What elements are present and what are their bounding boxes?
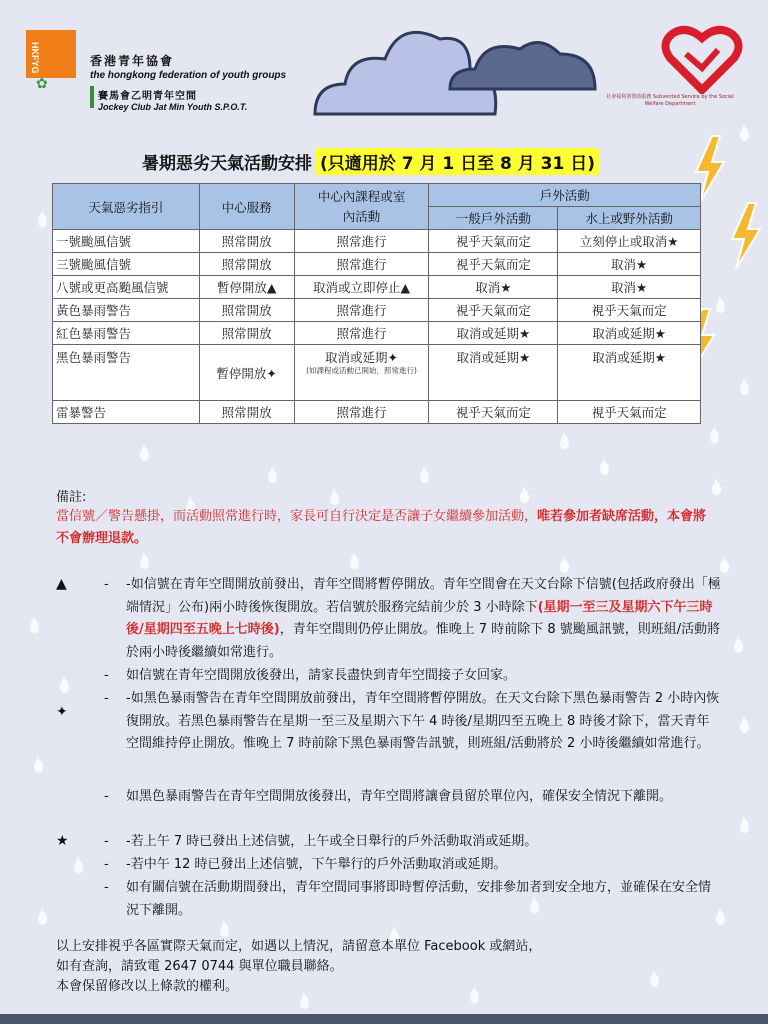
cell-general: 視乎天氣而定 bbox=[429, 401, 558, 424]
cell-centre: 暫停開放▲ bbox=[199, 276, 294, 299]
table-row bbox=[53, 322, 701, 345]
cell-indoor bbox=[294, 345, 429, 401]
cell-indoor: 照常進行 bbox=[294, 230, 429, 253]
title-date-range: (只適用於 7 月 1 日至 8 月 31 日) bbox=[316, 148, 599, 175]
notes-red-bold: 唯若參加者缺席活動，本會將不會辦理退款。 bbox=[56, 509, 707, 546]
cell-signal: 黑色暴雨警告 bbox=[53, 345, 200, 401]
footer-line-1: 以上安排視乎各區實際天氣而定，如遇以上情況，請留意本單位 Facebook 或網站， bbox=[56, 939, 542, 954]
cell-general: 取消★ bbox=[429, 276, 558, 299]
header-signal: 天氣惡劣指引 bbox=[53, 184, 200, 230]
note-star-2: -若中午 12 時已發出上述信號，下午舉行的戶外活動取消或延期。 bbox=[126, 857, 507, 872]
raindrop bbox=[710, 430, 719, 443]
raindrop bbox=[740, 382, 749, 395]
header-outdoor: 戶外活動 bbox=[429, 184, 701, 207]
raindrop bbox=[300, 996, 309, 1009]
bullet-dash: - bbox=[104, 834, 109, 849]
cell-water: 視乎天氣而定 bbox=[558, 299, 701, 322]
bottom-bar bbox=[0, 1014, 768, 1024]
cell-signal: 黃色暴雨警告 bbox=[53, 299, 200, 322]
header-indoor bbox=[294, 184, 429, 230]
lightning-icon bbox=[726, 200, 766, 272]
raindrop bbox=[220, 924, 229, 937]
note-cross-2: 如黑色暴雨警告在青年空間開放後發出，青年空間將讓會員留於單位內，確保安全情況下離開。 bbox=[126, 789, 673, 804]
cell-general: 取消或延期★ bbox=[429, 345, 558, 401]
bullet-dash: - bbox=[104, 789, 109, 804]
cell-indoor-text: 取消或延期✦ bbox=[325, 350, 398, 365]
clouds-icon bbox=[310, 14, 610, 124]
cell-signal: 雷暴警告 bbox=[53, 401, 200, 424]
cell-indoor: 照常進行 bbox=[294, 253, 429, 276]
cell-indoor: 取消或立即停止▲ bbox=[294, 276, 429, 299]
bullet-dash: - bbox=[104, 668, 109, 683]
table-row bbox=[53, 299, 701, 322]
raindrop bbox=[268, 470, 277, 483]
cell-centre: 暫停開放✦ bbox=[199, 345, 294, 401]
raindrop bbox=[34, 760, 43, 773]
org-name-en: the hongkong federation of youth groups bbox=[90, 70, 287, 81]
raindrop bbox=[140, 556, 149, 569]
header-water-outdoor: 水上或野外活動 bbox=[558, 207, 701, 230]
cell-centre: 照常開放 bbox=[199, 299, 294, 322]
cell-general: 視乎天氣而定 bbox=[429, 299, 558, 322]
cell-signal: 三號颱風信號 bbox=[53, 253, 200, 276]
raindrop bbox=[712, 482, 721, 495]
footer-line-2: 如有查詢，請致電 2647 0744 與單位職員聯絡。 bbox=[56, 959, 343, 974]
footer-line-3: 本會保留修改以上條款的權利。 bbox=[56, 979, 239, 994]
bullet-dash: - bbox=[104, 691, 109, 706]
cell-water: 取消或延期★ bbox=[558, 345, 701, 401]
raindrop bbox=[30, 620, 39, 633]
notes-refund-policy bbox=[56, 506, 716, 550]
notes-red-lead: 當信號／警告懸掛，而活動照常進行時，家長可自行決定是否讓子女繼續參加活動， bbox=[56, 509, 538, 524]
header-general-outdoor: 一般戶外活動 bbox=[429, 207, 558, 230]
cell-indoor-note: (如課程或活動已開始，照常進行) bbox=[306, 366, 417, 375]
spot-name-cn: 賽馬會乙明青年空間 bbox=[98, 91, 197, 102]
raindrop bbox=[60, 680, 69, 693]
cell-water: 視乎天氣而定 bbox=[558, 401, 701, 424]
cell-centre: 照常開放 bbox=[199, 253, 294, 276]
cell-water: 取消★ bbox=[558, 276, 701, 299]
raindrop bbox=[38, 912, 47, 925]
cross-symbol: ✦ bbox=[56, 704, 68, 720]
note-triangle-1c: ，青年空間則仍停止開放。惟晚上 7 時前除下 8 號颱風訊號，則班組/活動將於兩小時後繼續如常進行。 bbox=[126, 622, 721, 660]
raindrop bbox=[330, 492, 339, 505]
header-centre-service: 中心服務 bbox=[199, 184, 294, 230]
raindrop bbox=[740, 720, 749, 733]
note-triangle-1a: -如信號在青年空間開放前發出，青年空間將暫停開放。青年空間會在天文台除下信號(包括政府發出「極端情況」公布)兩小時後恢復開放。若信號於服務完結前少於 3 小時除下 bbox=[126, 577, 721, 615]
title-main: 暑期惡劣天氣活動安排 bbox=[142, 154, 312, 174]
spot-name-en: Jockey Club Jat Min Youth S.P.O.T. bbox=[98, 102, 248, 112]
bullet-dash: - bbox=[104, 577, 109, 592]
cell-centre: 照常開放 bbox=[199, 401, 294, 424]
hkfyg-logo bbox=[26, 30, 76, 78]
raindrop bbox=[720, 560, 729, 573]
cell-signal: 八號或更高颱風信號 bbox=[53, 276, 200, 299]
triangle-symbol: ▲ bbox=[56, 576, 67, 592]
cell-general: 視乎天氣而定 bbox=[429, 230, 558, 253]
weather-arrangement-table bbox=[52, 183, 701, 424]
leaf-icon: ✿ bbox=[36, 76, 48, 92]
cell-general: 取消或延期★ bbox=[429, 322, 558, 345]
table-row bbox=[53, 230, 701, 253]
raindrop bbox=[560, 560, 569, 573]
cell-water: 取消★ bbox=[558, 253, 701, 276]
cell-indoor: 照常進行 bbox=[294, 322, 429, 345]
table-row bbox=[53, 345, 701, 401]
raindrop bbox=[740, 820, 749, 833]
cell-water: 取消或延期★ bbox=[558, 322, 701, 345]
table-row bbox=[53, 401, 701, 424]
raindrop bbox=[74, 860, 83, 873]
cell-water: 立刻停止或取消★ bbox=[558, 230, 701, 253]
raindrop bbox=[600, 462, 609, 475]
note-triangle-2: 如信號在青年空間開放後發出，請家長盡快到青年空間接子女回家。 bbox=[126, 668, 517, 683]
note-star-1: -若上午 7 時已發出上述信號，上午或全日舉行的戶外活動取消或延期。 bbox=[126, 834, 538, 849]
spot-divider bbox=[90, 86, 94, 108]
note-triangle-1 bbox=[126, 574, 722, 664]
org-name-cn: 香港青年協會 bbox=[90, 54, 175, 68]
header-indoor-text: 中心內課程或室內活動 bbox=[317, 188, 406, 224]
raindrop bbox=[520, 490, 529, 503]
cell-signal: 一號颱風信號 bbox=[53, 230, 200, 253]
bullet-dash: - bbox=[104, 880, 109, 895]
swd-caption: 社會福利署資助服務 Subvented Service by the Social Welfare Department bbox=[606, 94, 734, 107]
cell-centre: 照常開放 bbox=[199, 230, 294, 253]
page-title bbox=[142, 148, 599, 175]
raindrop bbox=[734, 640, 743, 653]
note-triangle-1-highlight: (星期一至三及星期六下午三時後/星期四至五晚上七時後) bbox=[126, 599, 713, 637]
footer-text bbox=[56, 937, 736, 997]
raindrop bbox=[38, 214, 47, 227]
raindrop bbox=[560, 436, 569, 449]
notes-title: 備註: bbox=[56, 490, 87, 505]
raindrop bbox=[350, 556, 359, 569]
raindrop bbox=[140, 448, 149, 461]
raindrop bbox=[420, 470, 429, 483]
cell-indoor: 照常進行 bbox=[294, 299, 429, 322]
star-symbol: ★ bbox=[56, 833, 69, 849]
swd-heart-logo bbox=[642, 24, 762, 94]
cell-indoor: 照常進行 bbox=[294, 401, 429, 424]
cell-general: 視乎天氣而定 bbox=[429, 253, 558, 276]
cell-centre: 照常開放 bbox=[199, 322, 294, 345]
cell-signal: 紅色暴雨警告 bbox=[53, 322, 200, 345]
table-row bbox=[53, 276, 701, 299]
raindrop bbox=[740, 128, 749, 141]
note-cross-1: -如黑色暴雨警告在青年空間開放前發出，青年空間將暫停開放。在天文台除下黑色暴雨警告 2 小時內恢復開放。若黑色暴雨警告在星期一至三及星期六下午 4 時後/星期四至五晚上 8 時後才除下，當天青年空間維持停止開放。惟晚上 7 時前除下黑色暴雨警告訊號，則班組/活動將於 2 小時後繼續如常進行。 bbox=[126, 691, 720, 751]
note-star-3: 如有關信號在活動期間發出，青年空間同事將即時暫停活動，安排參加者到安全地方，並確保在安全情況下離開。 bbox=[126, 880, 712, 918]
logo-text: HKFYG bbox=[30, 42, 40, 74]
bullet-dash: - bbox=[104, 857, 109, 872]
table-row bbox=[53, 253, 701, 276]
